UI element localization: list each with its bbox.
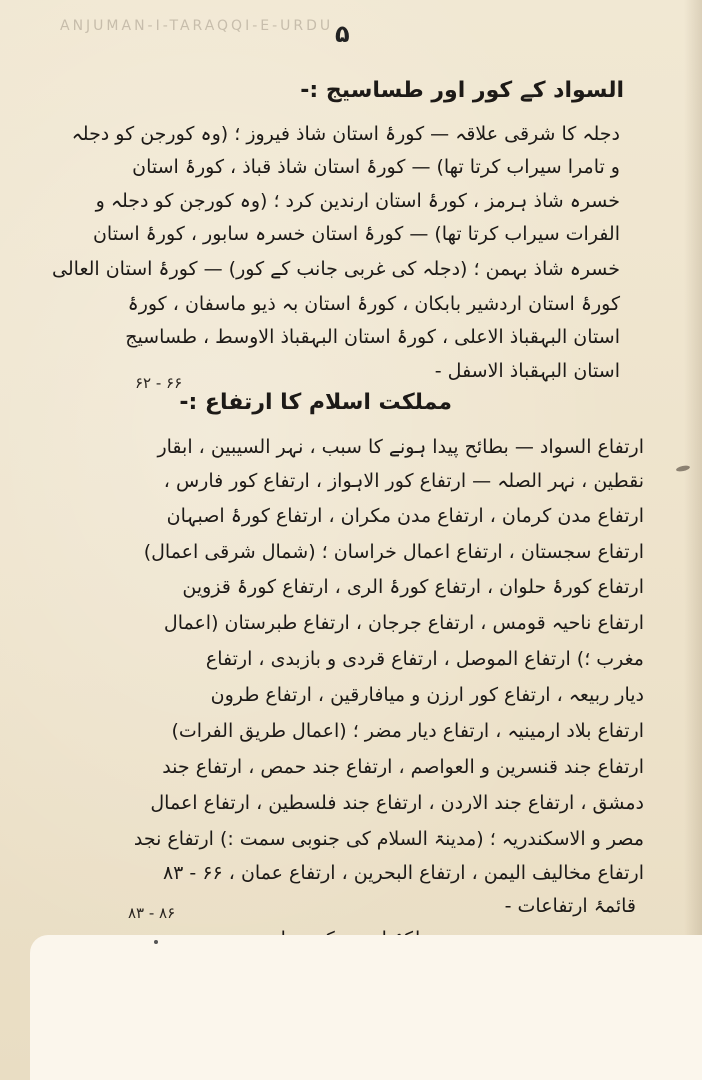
irtifa-line: ارتفاع کورۂ حلوان ، ارتفاع کورۂ الری ، ارتفاع کورۂ قزوین bbox=[182, 576, 644, 598]
irtifa-heading: مملکت اسلام کا ارتفاع :- bbox=[179, 390, 452, 415]
irtifa-line: ارتفاع بلاد ارمینیہ ، ارتفاع دیار مضر ؛ (اعمال طریق الفرات) bbox=[171, 720, 644, 742]
sawad-line: کورۂ استان اردشیر بابکان ، کورۂ استان بہ ذیو ماسفان ، کورۂ bbox=[127, 293, 620, 315]
sawad-line: خسرہ شاذ ہرمز ، کورۂ استان ارندین کرد ؛ (وہ کورجن کو دجلہ و bbox=[95, 190, 620, 212]
irtifa-line: ارتفاع ناحیہ قومس ، ارتفاع جرجان ، ارتفاع طبرستان (اعمال bbox=[163, 612, 644, 634]
sawad-page-reference: ۶۲ - ۶۶ bbox=[135, 374, 183, 392]
irtifa-line: مغرب ؛) ارتفاع الموصل ، ارتفاع قردی و بازبدی ، ارتفاع bbox=[205, 648, 644, 670]
sawad-line: خسرہ شاذ بہمن ؛ (دجلہ کی غربی جانب کے کور) — کورۂ استان العالی bbox=[52, 258, 620, 280]
page-number: ۵ bbox=[335, 20, 350, 48]
irtifa-line: ارتفاع سجستان ، ارتفاع اعمال خراسان ؛ (شمال شرقی اعمال) bbox=[143, 541, 644, 563]
qaima-irtifaat-line: قائمۂ ارتفاعات - bbox=[504, 895, 636, 917]
irtifa-line: ارتفاع مدن کرمان ، ارتفاع مدن مکران ، ارتفاع کورۂ اصبہان bbox=[166, 505, 644, 527]
irtifa-line: دمشق ، ارتفاع جند الاردن ، ارتفاع جند فلسطین ، ارتفاع اعمال bbox=[150, 792, 644, 814]
irtifa-line: مصر و الاسکندریہ ؛ (مدینۃ السلام کی جنوبی سمت :) ارتفاع نجد bbox=[133, 828, 644, 850]
sawad-line: استان البہقباذ الاعلی ، کورۂ استان البہقباذ الاوسط ، طساسیج bbox=[125, 326, 620, 348]
page-edge-shadow bbox=[684, 0, 702, 1080]
sawad-line: استان البہقباذ الاسفل - bbox=[434, 360, 620, 382]
irtifa-line: ارتفاع جند قنسرین و العواصم ، ارتفاع جند حمص ، ارتفاع جند bbox=[162, 756, 644, 778]
irtifa-line: ارتفاع مخالیف الیمن ، ارتفاع البحرین ، ارتفاع عمان ، ۶۶ - ۸۳ bbox=[162, 862, 644, 884]
irtifa-line: نقطین ، نہر الصلہ — ارتفاع کور الاہواز ، ارتفاع کور فارس ، bbox=[163, 470, 644, 492]
margin-mark bbox=[154, 940, 158, 944]
irtifa-line: دیار ربیعہ ، ارتفاع کور ارزن و میافارقین ، ارتفاع طرون bbox=[210, 684, 644, 706]
sawad-line: دجلہ کا شرقی علاقہ — کورۂ استان شاذ فیروز ؛ (وہ کورجن کو دجلہ bbox=[71, 123, 620, 145]
qaima-page-reference: ۸۳ - ۸۶ bbox=[128, 904, 176, 922]
sawad-line: و تامرا سیراب کرتا تھا) — کورۂ استان شاذ قباذ ، کورۂ استان bbox=[132, 156, 620, 178]
irtifa-line: ارتفاع السواد — بطائح پیدا ہونے کا سبب ، نہر السیبین ، ابقار bbox=[157, 436, 644, 458]
library-stamp: ANJUMAN-I-TARAQQI-E-URDU bbox=[60, 18, 334, 34]
blank-paper-area bbox=[30, 935, 702, 1080]
sawad-line: الفرات سیراب کرتا تھا) — کورۂ استان خسرہ سابور ، کورۂ استان bbox=[92, 223, 620, 245]
sawad-heading: السواد کے کور اور طساسیج :- bbox=[300, 78, 624, 103]
